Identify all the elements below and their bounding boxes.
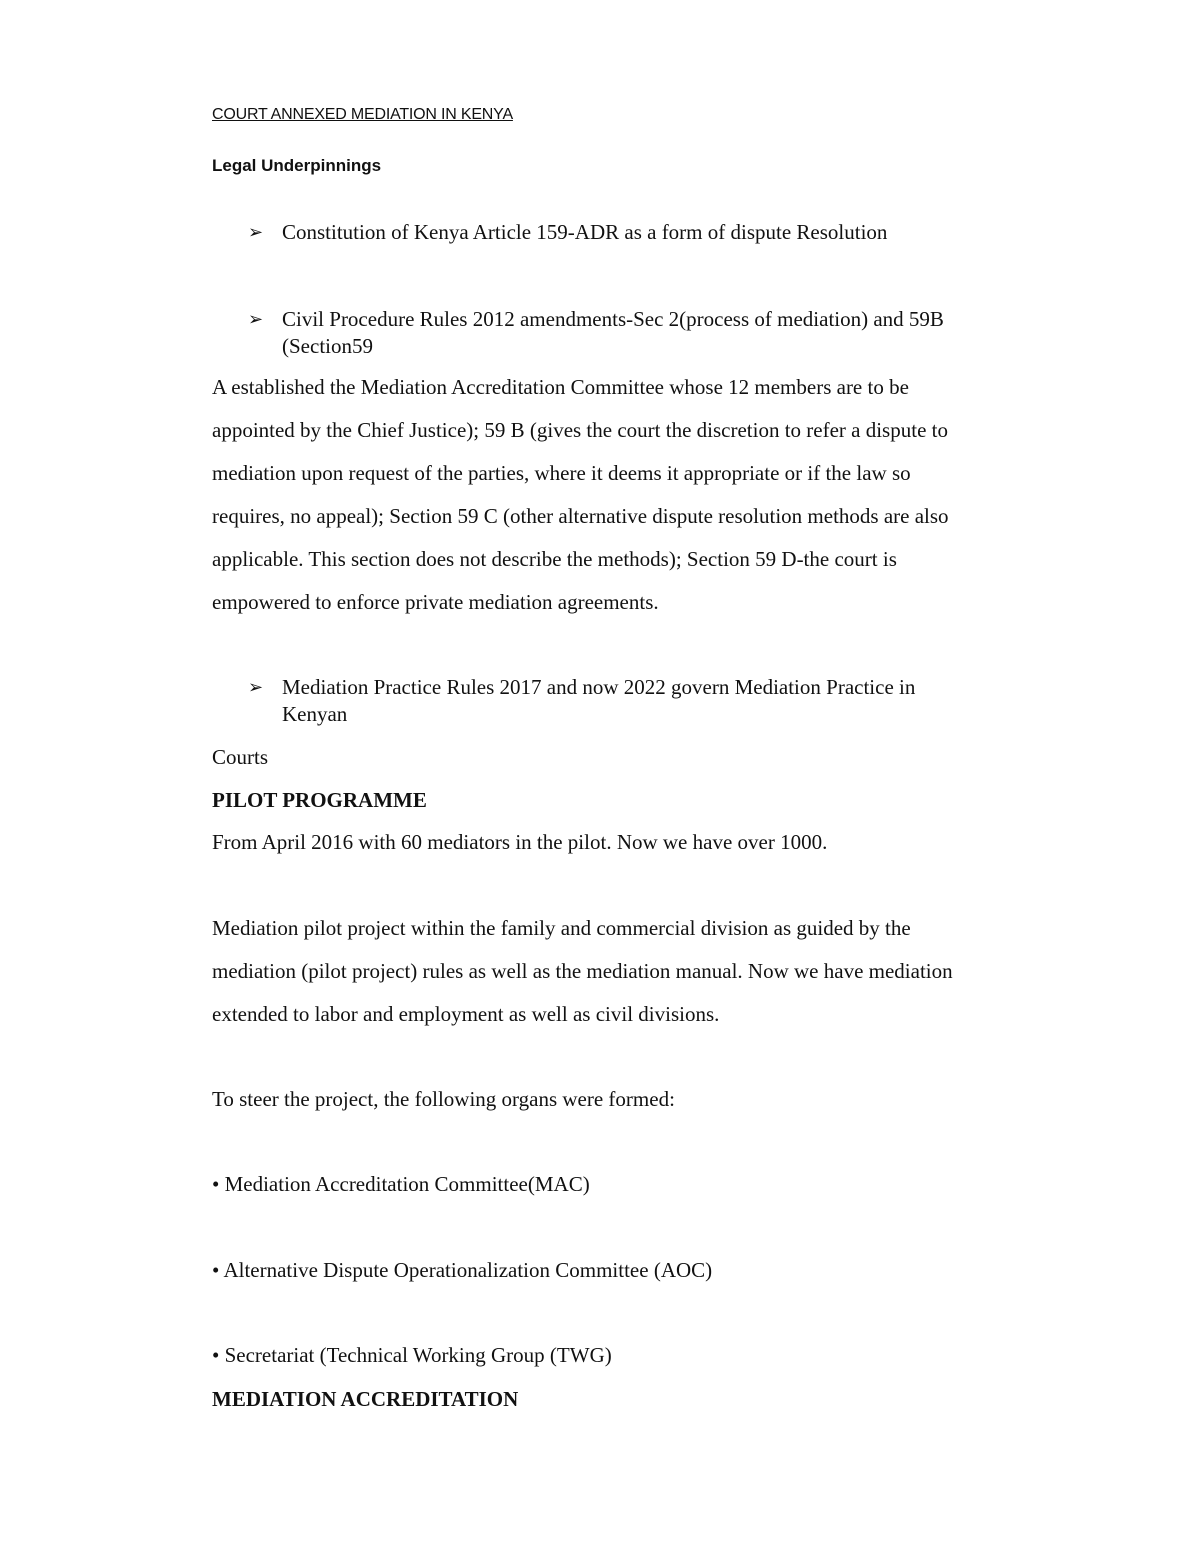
bullet-text — [282, 219, 1042, 246]
organ-item-aoc: • Alternative Dispute Operationalization Committee (AOC) — [212, 1258, 713, 1282]
bullet-line: Kenyan — [282, 702, 348, 726]
bullet-line: Mediation Practice Rules 2017 and now 2022 govern Mediation Practice in — [282, 675, 916, 699]
bullet-text — [282, 674, 1042, 728]
bullet-text — [282, 306, 1042, 360]
pilot-project-paragraph — [212, 907, 1072, 1036]
bullet-line: Civil Procedure Rules 2012 amendments-Sec 2(process of mediation) and 59B — [282, 307, 944, 331]
pilot-programme-heading: PILOT PROGRAMME — [212, 788, 427, 812]
paragraph-line: applicable. This section does not describe the methods); Section 59 D-the court is — [212, 547, 897, 571]
bullet-line: Constitution of Kenya Article 159-ADR as a form of dispute Resolution — [282, 220, 888, 244]
organ-item-mac: • Mediation Accreditation Committee(MAC) — [212, 1172, 590, 1196]
paragraph-line: mediation (pilot project) rules as well as the mediation manual. Now we have mediation — [212, 959, 953, 983]
paragraph-line: Mediation pilot project within the family and commercial division as guided by the — [212, 916, 911, 940]
legal-underpinnings-heading: Legal Underpinnings — [212, 156, 382, 175]
paragraph-line: A established the Mediation Accreditation Committee whose 12 members are to be — [212, 375, 909, 399]
paragraph-line: appointed by the Chief Justice); 59 B (gives the court the discretion to refer a dispute to — [212, 418, 948, 442]
arrow-bullet-icon: ➢ — [248, 309, 264, 330]
document-title: COURT ANNEXED MEDIATION IN KENYA — [212, 106, 513, 123]
paragraph-line: mediation upon request of the parties, where it deems it appropriate or if the law so — [212, 461, 911, 485]
organs-intro-text: To steer the project, the following organs were formed: — [212, 1087, 675, 1111]
arrow-bullet-icon: ➢ — [248, 222, 264, 243]
section59-paragraph — [212, 366, 1072, 624]
courts-text: Courts — [212, 745, 269, 769]
paragraph-line: requires, no appeal); Section 59 C (other alternative dispute resolution methods are also — [212, 504, 949, 528]
organ-item-secretariat: • Secretariat (Technical Working Group (TWG) — [212, 1343, 612, 1367]
pilot-intro-text: From April 2016 with 60 mediators in the pilot. Now we have over 1000. — [212, 830, 828, 854]
paragraph-line: extended to labor and employment as well as civil divisions. — [212, 1002, 720, 1026]
arrow-bullet-icon: ➢ — [248, 677, 264, 698]
bullet-line: (Section59 — [282, 334, 373, 358]
paragraph-line: empowered to enforce private mediation agreements. — [212, 590, 659, 614]
mediation-accreditation-heading: MEDIATION ACCREDITATION — [212, 1387, 519, 1411]
